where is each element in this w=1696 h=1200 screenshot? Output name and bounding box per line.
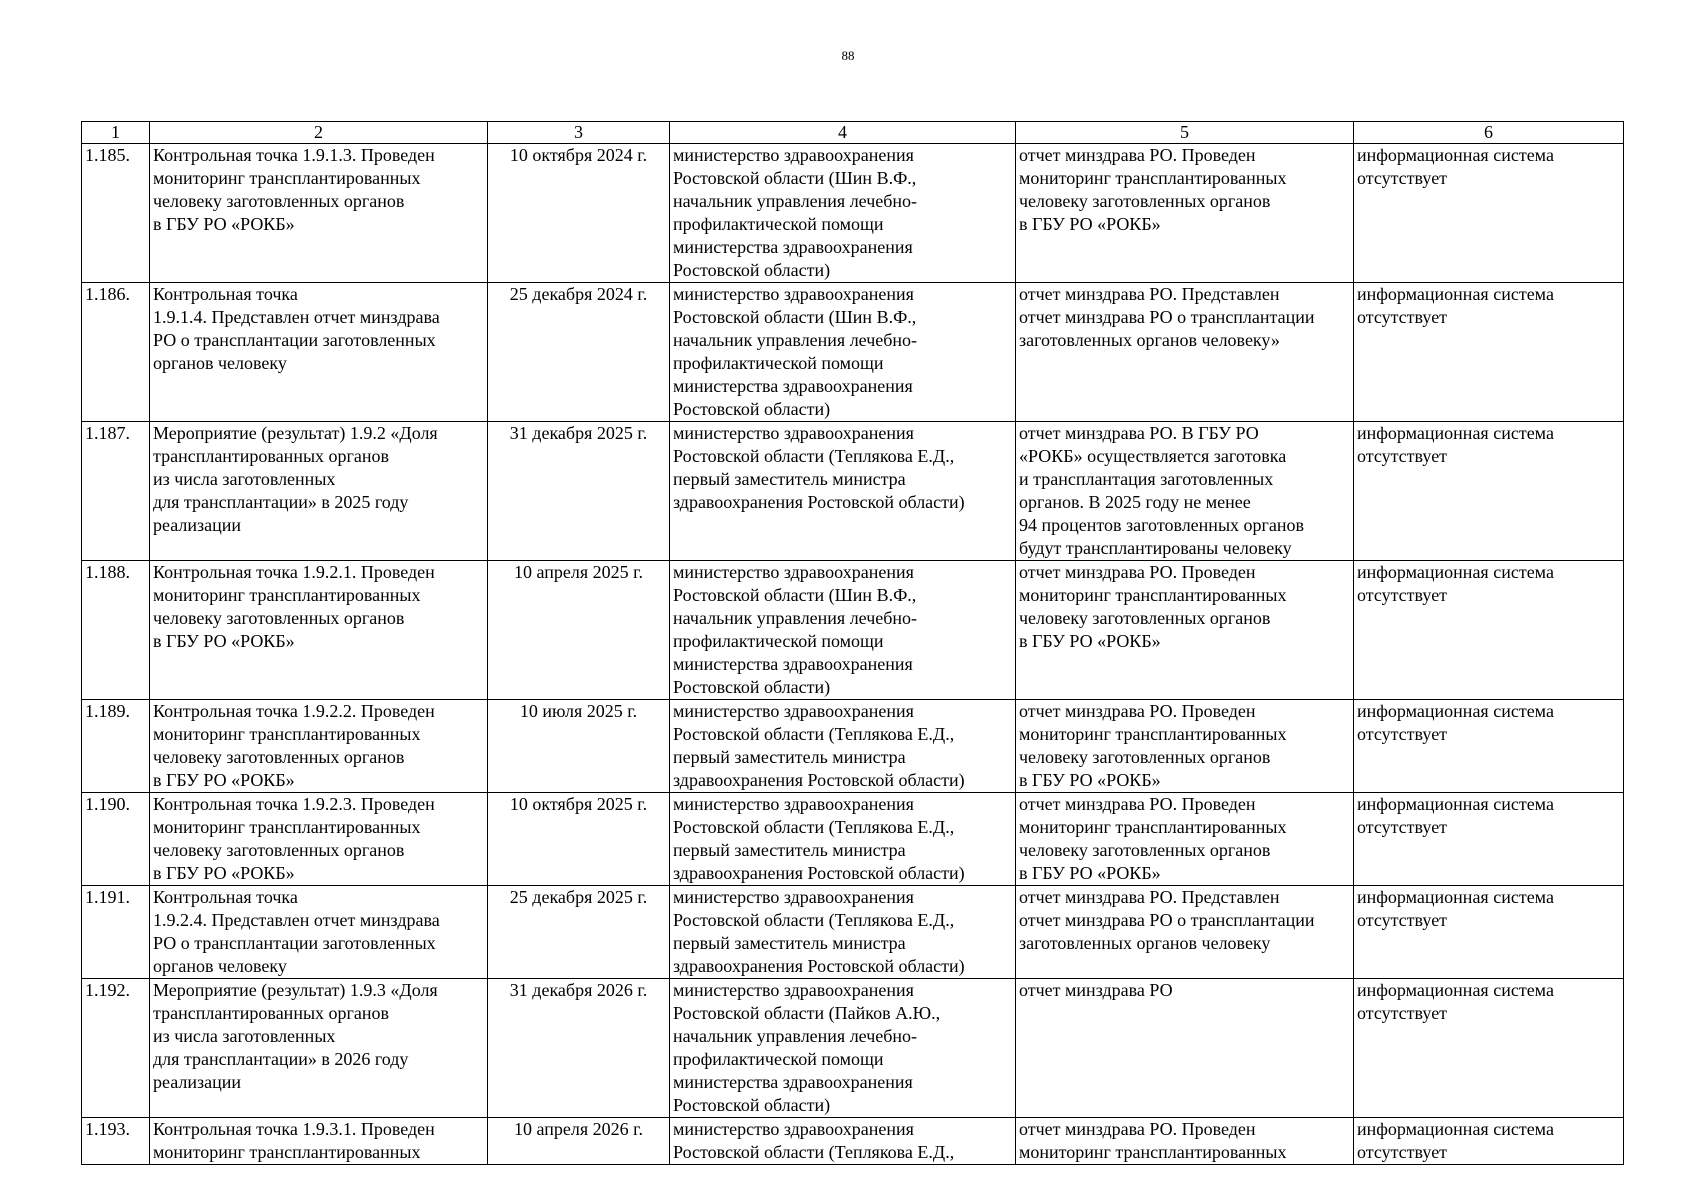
row-number: 1.187. xyxy=(82,422,150,561)
row-document: отчет минздрава РО. Представлен отчет минздрава РО о трансплантации заготовленных органов человеку xyxy=(1016,886,1354,979)
table-row xyxy=(82,979,1624,1118)
row-system: информационная система отсутствует xyxy=(1354,283,1624,422)
row-number: 1.189. xyxy=(82,700,150,793)
row-name: Контрольная точка 1.9.1.4. Представлен отчет минздрава РО о трансплантации заготовленных органов человеку xyxy=(150,283,488,422)
table-row xyxy=(82,700,1624,793)
table-row xyxy=(82,886,1624,979)
row-responsible: министерство здравоохранения Ростовской области (Теплякова Е.Д., первый заместитель министра здравоохранения Ростовской области) xyxy=(670,886,1016,979)
row-name: Контрольная точка 1.9.2.1. Проведен мониторинг трансплантированных человеку заготовленных органов в ГБУ РО «РОКБ» xyxy=(150,561,488,700)
plan-table xyxy=(81,121,1624,1165)
table-row xyxy=(82,283,1624,422)
row-system: информационная система отсутствует xyxy=(1354,886,1624,979)
row-document: отчет минздрава РО. Проведен мониторинг трансплантированных человеку заготовленных органов в ГБУ РО «РОКБ» xyxy=(1016,793,1354,886)
column-header: 6 xyxy=(1354,122,1624,144)
row-number: 1.192. xyxy=(82,979,150,1118)
row-system: информационная система отсутствует xyxy=(1354,1118,1624,1165)
row-document: отчет минздрава РО. Проведен мониторинг трансплантированных человеку заготовленных органов в ГБУ РО «РОКБ» xyxy=(1016,144,1354,283)
page-number: 88 xyxy=(841,48,855,63)
row-date: 10 июля 2025 г. xyxy=(488,700,670,793)
column-header: 5 xyxy=(1016,122,1354,144)
row-system: информационная система отсутствует xyxy=(1354,144,1624,283)
table-row xyxy=(82,561,1624,700)
row-name: Контрольная точка 1.9.2.2. Проведен мониторинг трансплантированных человеку заготовленных органов в ГБУ РО «РОКБ» xyxy=(150,700,488,793)
column-header: 2 xyxy=(150,122,488,144)
row-number: 1.191. xyxy=(82,886,150,979)
row-responsible: министерство здравоохранения Ростовской области (Шин В.Ф., начальник управления лечебно- профилактической помощи министерства здравоохранения Ростовской области) xyxy=(670,283,1016,422)
row-document: отчет минздрава РО. Представлен отчет минздрава РО о трансплантации заготовленных органов человеку» xyxy=(1016,283,1354,422)
row-name: Мероприятие (результат) 1.9.3 «Доля трансплантированных органов из числа заготовленных для трансплантации» в 2026 году реализации xyxy=(150,979,488,1118)
table-header-row xyxy=(82,122,1624,144)
row-number: 1.193. xyxy=(82,1118,150,1165)
row-responsible: министерство здравоохранения Ростовской области (Теплякова Е.Д., первый заместитель министра здравоохранения Ростовской области) xyxy=(670,422,1016,561)
row-system: информационная система отсутствует xyxy=(1354,700,1624,793)
row-date: 10 апреля 2025 г. xyxy=(488,561,670,700)
row-number: 1.185. xyxy=(82,144,150,283)
row-document: отчет минздрава РО xyxy=(1016,979,1354,1118)
row-responsible: министерство здравоохранения Ростовской области (Теплякова Е.Д., первый заместитель министра здравоохранения Ростовской области) xyxy=(670,700,1016,793)
table-row xyxy=(82,793,1624,886)
row-document: отчет минздрава РО. Проведен мониторинг трансплантированных человеку заготовленных органов в ГБУ РО «РОКБ» xyxy=(1016,561,1354,700)
row-date: 31 декабря 2026 г. xyxy=(488,979,670,1118)
column-header: 3 xyxy=(488,122,670,144)
row-system: информационная система отсутствует xyxy=(1354,422,1624,561)
row-name: Контрольная точка 1.9.3.1. Проведен мониторинг трансплантированных xyxy=(150,1118,488,1165)
row-number: 1.186. xyxy=(82,283,150,422)
row-document: отчет минздрава РО. В ГБУ РО «РОКБ» осуществляется заготовка и трансплантация заготовленных органов. В 2025 году не менее 94 процентов заготовленных органов будут трансплантированы человеку xyxy=(1016,422,1354,561)
column-header: 1 xyxy=(82,122,150,144)
table-row xyxy=(82,422,1624,561)
row-name: Контрольная точка 1.9.2.4. Представлен отчет минздрава РО о трансплантации заготовленных органов человеку xyxy=(150,886,488,979)
row-system: информационная система отсутствует xyxy=(1354,793,1624,886)
row-number: 1.190. xyxy=(82,793,150,886)
row-responsible: министерство здравоохранения Ростовской области (Теплякова Е.Д., первый заместитель министра здравоохранения Ростовской области) xyxy=(670,793,1016,886)
row-responsible: министерство здравоохранения Ростовской области (Теплякова Е.Д., xyxy=(670,1118,1016,1165)
row-number: 1.188. xyxy=(82,561,150,700)
row-name: Контрольная точка 1.9.1.3. Проведен мониторинг трансплантированных человеку заготовленных органов в ГБУ РО «РОКБ» xyxy=(150,144,488,283)
column-header: 4 xyxy=(670,122,1016,144)
row-date: 25 декабря 2024 г. xyxy=(488,283,670,422)
row-document: отчет минздрава РО. Проведен мониторинг трансплантированных человеку заготовленных органов в ГБУ РО «РОКБ» xyxy=(1016,700,1354,793)
row-date: 25 декабря 2025 г. xyxy=(488,886,670,979)
row-date: 10 октября 2024 г. xyxy=(488,144,670,283)
row-document: отчет минздрава РО. Проведен мониторинг трансплантированных xyxy=(1016,1118,1354,1165)
row-name: Контрольная точка 1.9.2.3. Проведен мониторинг трансплантированных человеку заготовленных органов в ГБУ РО «РОКБ» xyxy=(150,793,488,886)
row-system: информационная система отсутствует xyxy=(1354,979,1624,1118)
table-row xyxy=(82,144,1624,283)
table-row xyxy=(82,1118,1624,1165)
row-date: 10 октября 2025 г. xyxy=(488,793,670,886)
row-system: информационная система отсутствует xyxy=(1354,561,1624,700)
row-date: 10 апреля 2026 г. xyxy=(488,1118,670,1165)
row-name: Мероприятие (результат) 1.9.2 «Доля трансплантированных органов из числа заготовленных для трансплантации» в 2025 году реализации xyxy=(150,422,488,561)
row-responsible: министерство здравоохранения Ростовской области (Шин В.Ф., начальник управления лечебно- профилактической помощи министерства здравоохранения Ростовской области) xyxy=(670,144,1016,283)
row-date: 31 декабря 2025 г. xyxy=(488,422,670,561)
row-responsible: министерство здравоохранения Ростовской области (Шин В.Ф., начальник управления лечебно- профилактической помощи министерства здравоохранения Ростовской области) xyxy=(670,561,1016,700)
row-responsible: министерство здравоохранения Ростовской области (Пайков А.Ю., начальник управления лечебно- профилактической помощи министерства здравоохранения Ростовской области) xyxy=(670,979,1016,1118)
